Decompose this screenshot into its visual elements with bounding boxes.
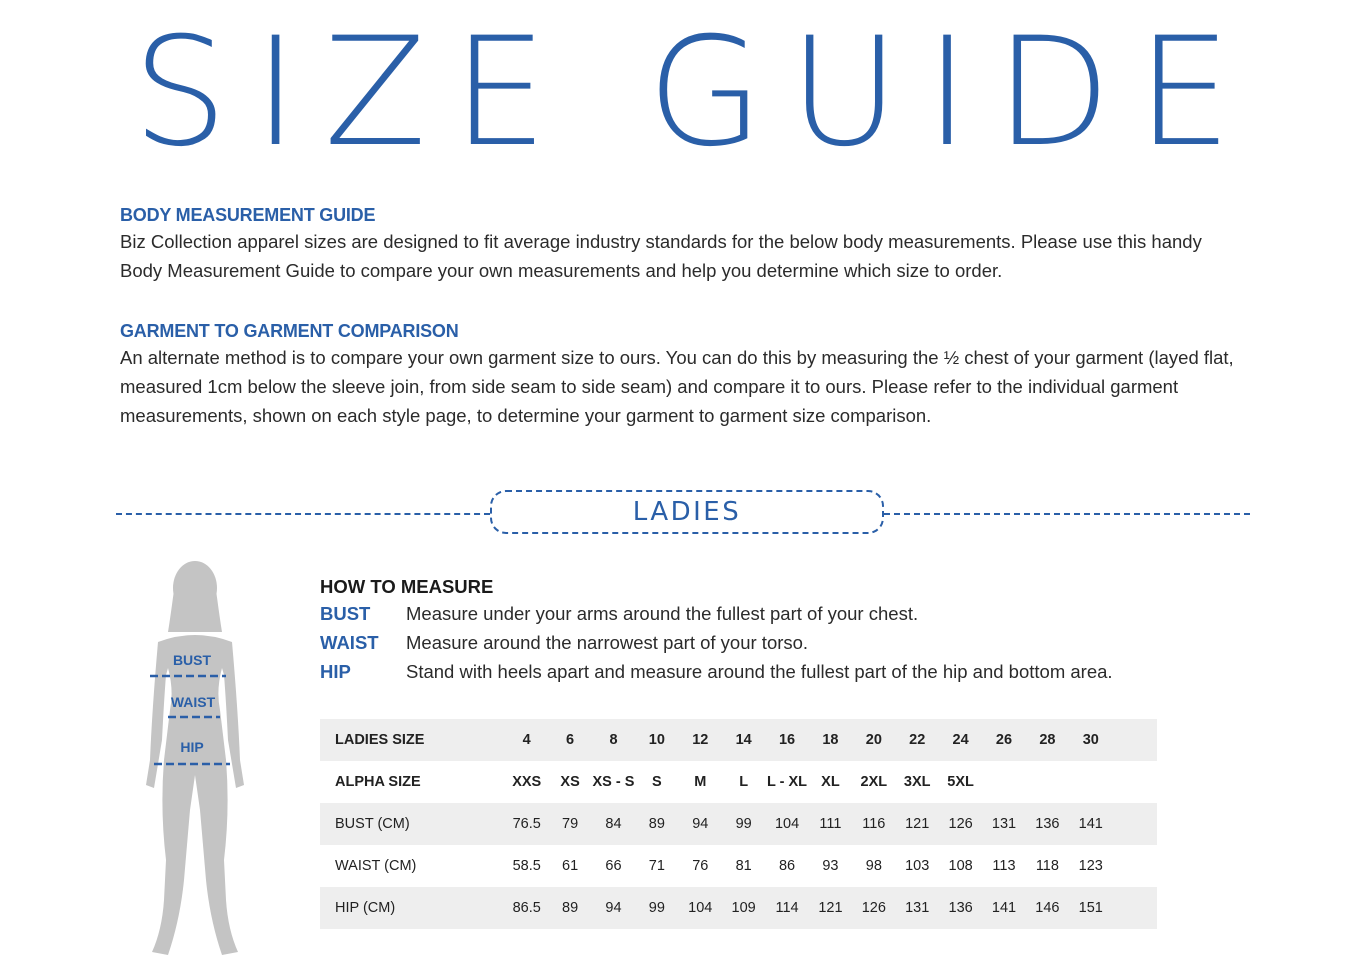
table-cell: 5XL <box>947 774 974 790</box>
ladies-label-text: LADIES <box>632 497 742 527</box>
table-cell: 58.5 <box>512 858 541 874</box>
table-cell: 76.5 <box>512 816 541 832</box>
how-to-measure <box>320 575 1220 686</box>
silhouette-icon <box>146 561 244 955</box>
table-cell: 141 <box>1078 816 1103 832</box>
table-cell: 99 <box>648 900 665 916</box>
table-cell: 4 <box>522 732 531 748</box>
how-to-text-bust: Measure under your arms around the fullest part of your chest. <box>406 603 919 624</box>
row-header: BUST (CM) <box>335 816 410 832</box>
table-cell: 76 <box>692 858 709 874</box>
female-silhouette-figure <box>130 560 260 960</box>
table-cell: L <box>739 774 749 790</box>
how-to-row-hip <box>320 657 1220 686</box>
table-row <box>320 761 1157 803</box>
table-cell: XXS <box>512 774 542 790</box>
table-cell: 136 <box>948 900 973 916</box>
table-cell: 93 <box>822 858 839 874</box>
table-row <box>320 719 1157 761</box>
row-header: HIP (CM) <box>335 900 396 916</box>
table-cell: 24 <box>952 732 969 748</box>
figure-label-bust: BUST <box>172 652 212 668</box>
table-cell: L - XL <box>767 774 808 790</box>
how-to-row-bust <box>320 599 1220 628</box>
table-cell: 109 <box>731 900 756 916</box>
table-cell <box>1026 761 1069 803</box>
divider-left <box>116 513 490 515</box>
how-to-label-hip: HIP <box>320 661 351 682</box>
table-row <box>320 887 1157 929</box>
garment-comparison-text: An alternate method is to compare your own garment size to ours. You can do this by measuring the ½ chest of your garment (layed flat, measured 1cm below the sleeve join, from side seam to side seam) and compare it to ours. Please refer to the individual garment measurements, shown on each style page, to determine your garment to garment size comparison. <box>120 347 1234 426</box>
garment-comparison-section <box>120 319 1240 430</box>
body-measurement-heading: BODY MEASUREMENT GUIDE <box>120 205 376 225</box>
table-cell: 22 <box>909 732 926 748</box>
table-spacer <box>1112 845 1157 887</box>
row-header: ALPHA SIZE <box>335 774 421 790</box>
how-to-label-bust: BUST <box>320 603 371 624</box>
how-to-measure-title: HOW TO MEASURE <box>320 576 494 597</box>
table-cell: 2XL <box>860 774 888 790</box>
table-cell: M <box>694 774 707 790</box>
table-spacer <box>1112 761 1157 803</box>
table-cell: 108 <box>948 858 973 874</box>
table-spacer <box>1112 887 1157 929</box>
body-measurement-text: Biz Collection apparel sizes are designed to fit average industry standards for the below body measurements. Please use this handy Body Measurement Guide to compare your own measurements and help you determine which size to order. <box>120 231 1202 281</box>
table-cell: 86.5 <box>512 900 541 916</box>
table-cell: 146 <box>1035 900 1060 916</box>
table-cell: 61 <box>562 858 579 874</box>
table-cell: 6 <box>566 732 575 748</box>
size-chart-table <box>320 719 1157 929</box>
table-cell: 94 <box>605 900 622 916</box>
table-cell: 14 <box>735 732 752 748</box>
table-cell: 18 <box>822 732 839 748</box>
table-cell: 103 <box>905 858 930 874</box>
table-cell: 114 <box>775 900 799 916</box>
table-cell: 84 <box>605 816 622 832</box>
divider-right <box>884 513 1250 515</box>
figure-label-waist: WAIST <box>170 694 216 710</box>
table-cell: 98 <box>865 858 882 874</box>
table-cell: 30 <box>1082 732 1099 748</box>
table-spacer <box>1112 803 1157 845</box>
table-cell: 104 <box>688 900 713 916</box>
table-cell <box>1069 761 1112 803</box>
table-cell: 89 <box>562 900 579 916</box>
table-cell: 94 <box>692 816 709 832</box>
table-cell: 121 <box>905 816 930 832</box>
table-cell: 71 <box>648 858 665 874</box>
table-cell: 99 <box>735 816 752 832</box>
how-to-row-waist <box>320 628 1220 657</box>
table-cell: XS - S <box>592 774 635 790</box>
table-cell: 136 <box>1035 816 1060 832</box>
table-cell: 8 <box>609 732 618 748</box>
garment-comparison-heading: GARMENT TO GARMENT COMPARISON <box>120 321 459 341</box>
table-cell: 113 <box>992 858 1016 874</box>
table-cell: 121 <box>818 900 843 916</box>
table-cell: 126 <box>861 900 886 916</box>
table-cell <box>982 761 1025 803</box>
how-to-label-waist: WAIST <box>320 632 379 653</box>
table-cell: 111 <box>819 816 842 832</box>
table-cell: 131 <box>905 900 930 916</box>
ladies-section-label <box>490 490 884 534</box>
table-cell: 3XL <box>903 774 931 790</box>
row-header: WAIST (CM) <box>335 858 417 874</box>
row-header: LADIES SIZE <box>335 732 425 748</box>
figure-label-hip: HIP <box>180 739 204 755</box>
table-cell: 12 <box>692 732 709 748</box>
table-cell: XS <box>560 774 580 790</box>
page-title: SIZE GUIDE <box>132 6 1258 180</box>
table-cell: XL <box>821 774 840 790</box>
how-to-text-waist: Measure around the narrowest part of your torso. <box>406 632 809 653</box>
table-cell: S <box>652 774 662 790</box>
table-cell: 66 <box>605 858 622 874</box>
table-cell: 141 <box>991 900 1017 916</box>
table-cell: 26 <box>995 732 1013 748</box>
table-cell: 20 <box>865 732 882 748</box>
table-cell: 131 <box>991 816 1017 832</box>
table-row <box>320 803 1157 845</box>
table-cell: 104 <box>774 816 800 832</box>
table-cell: 116 <box>862 816 886 832</box>
table-cell: 16 <box>778 732 796 748</box>
table-cell: 123 <box>1078 858 1103 874</box>
table-cell: 126 <box>948 816 973 832</box>
table-cell: 151 <box>1078 900 1103 916</box>
table-cell: 89 <box>648 816 665 832</box>
table-cell: 79 <box>562 816 579 832</box>
table-cell: 81 <box>735 858 752 874</box>
table-cell: 118 <box>1035 858 1059 874</box>
table-row <box>320 845 1157 887</box>
table-cell: 86 <box>778 858 796 874</box>
body-measurement-section <box>120 203 1240 285</box>
how-to-text-hip: Stand with heels apart and measure around the fullest part of the hip and bottom area. <box>406 661 1113 682</box>
table-cell: 28 <box>1039 732 1056 748</box>
table-cell: 10 <box>648 732 665 748</box>
table-spacer <box>1112 719 1157 761</box>
